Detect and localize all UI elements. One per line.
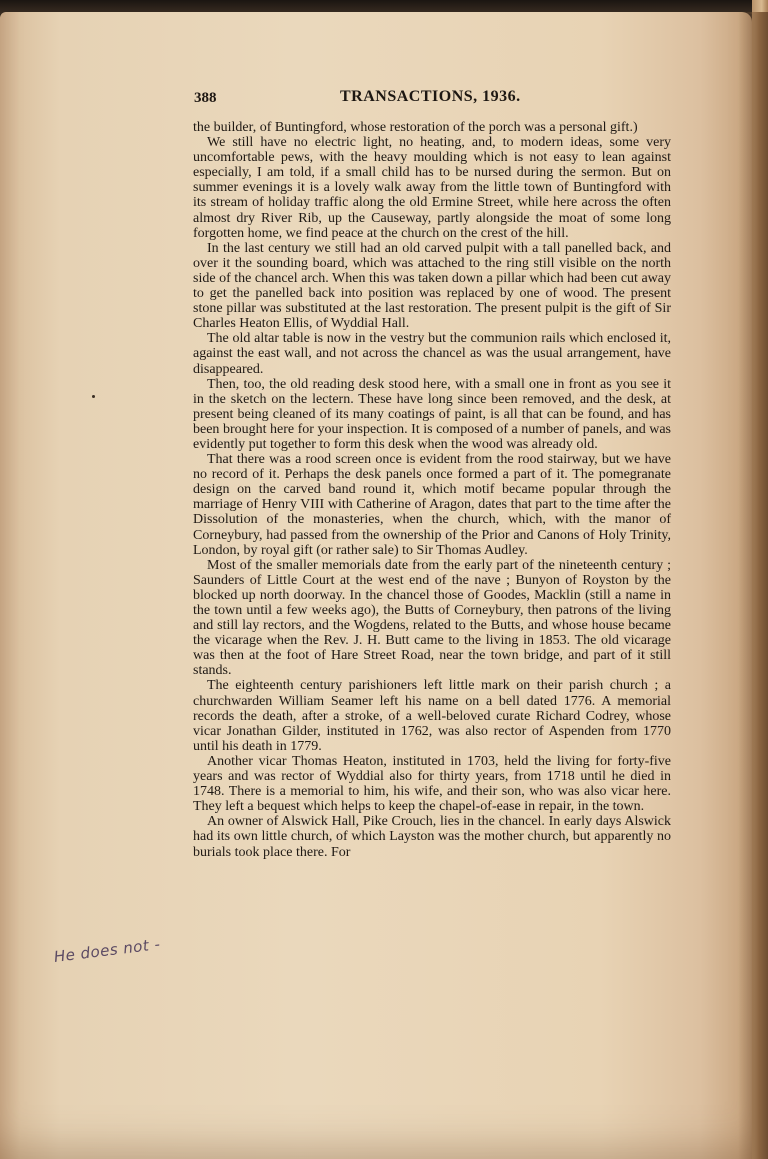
paragraph: Then, too, the old reading desk stood here, with a small one in front as you see it in the sketch on the lectern. These have long since been removed, and the desk, at present being cleaned of its many coatings of paint, is all that can be found, and has been brought here for your inspection. It is composed of a number of panels, and was evidently put together to form this desk when the wood was already old. <box>193 376 671 452</box>
page-header <box>194 88 670 110</box>
page-number: 388 <box>194 90 217 106</box>
paragraph: the builder, of Buntingford, whose restoration of the porch was a personal gift.) <box>193 120 638 135</box>
paragraph: That there was a rood screen once is evident from the rood stairway, but we have no record of it. Perhaps the desk panels once formed a part of it. The pomegranate design on the carved band round it, which motif became popular through the marriage of Henry VIII with Catherine of Aragon, dates that part to the time after the Dissolution of the monasteries, when the church, which, with the manor of Corneybury, had passed from the ownership of the Prior and Canons of Holy Trinity, London, by royal gift (or rather sale) to Sir Thomas Audley. <box>193 452 671 558</box>
running-head: TRANSACTIONS, 1936. <box>340 88 521 105</box>
paragraph: Another vicar Thomas Heaton, instituted in 1703, held the living for forty-five years and was rector of Wyddial also for thirty years, from 1718 until he died in 1748. There is a memorial to him, his wife, and their son, who was also vicar here. They left a bequest which helps to keep the chapel-of-ease in repair, in the town. <box>193 753 671 815</box>
paragraph: We still have no electric light, no heating, and, to modern ideas, some very uncomfortable pews, with the heavy moulding which is not easy to lean against especially, I am told, if a small child has to be nursed during the sermon. But on summer evenings it is a lovely walk away from the little town of Buntingford with its stream of holiday traffic along the old Ermine Street, while here across the often almost dry River Rib, up the Causeway, partly alongside the moat of some long forgotten home, we find peace at the church on the crest of the hill. <box>193 135 671 241</box>
handwritten-margin-note: He does not - <box>52 935 162 966</box>
page-gutter-shadow <box>738 12 768 1159</box>
paragraph: An owner of Alswick Hall, Pike Crouch, lies in the chancel. In early days Alswick had its own little church, of which Layston was the mother church, but apparently no burials took place there. For <box>193 814 671 860</box>
paper-speck <box>92 395 95 398</box>
paragraph: The old altar table is now in the vestry but the communion rails which enclosed it, against the east wall, and not across the chancel as was the usual arrangement, have disappeared. <box>193 331 671 377</box>
paragraph: Most of the smaller memorials date from the early part of the nineteenth century ; Saunders of Little Court at the west end of the nave ; Bunyon of Royston by the blocked up north doorway. In the chancel those of Goodes, Macklin (still a name in the town until a few weeks ago), the Butts of Corneybury, then patrons of the living and still lay rectors, and the Wogdens, related to the Butts, and whose house became the vicarage when the Rev. J. H. Butt came to the living in 1853. The old vicarage was then at the foot of Hare Street Road, near the town bridge, and part of it still stands. <box>193 557 671 679</box>
paragraph: In the last century we still had an old carved pulpit with a tall panelled back, and over it the sounding board, which was attached to the ring still visible on the north side of the chancel arch. When this was taken down a pillar which had been cut away to get the panelled back into position was replaced by one of wood. The present stone pillar was substituted at the last restoration. The present pulpit is the gift of Sir Charles Heaton Ellis, of Wyddial Hall. <box>193 240 671 332</box>
body-text <box>193 120 671 860</box>
paragraph: The eighteenth century parishioners left little mark on their parish church ; a churchwarden William Seamer left his name on a bell dated 1776. A memorial records the death, after a stroke, of a well-beloved curate Richard Codrey, whose vicar Jonathan Gilder, instituted in 1762, was also rector of Aspenden from 1770 until his death in 1779. <box>193 678 671 754</box>
